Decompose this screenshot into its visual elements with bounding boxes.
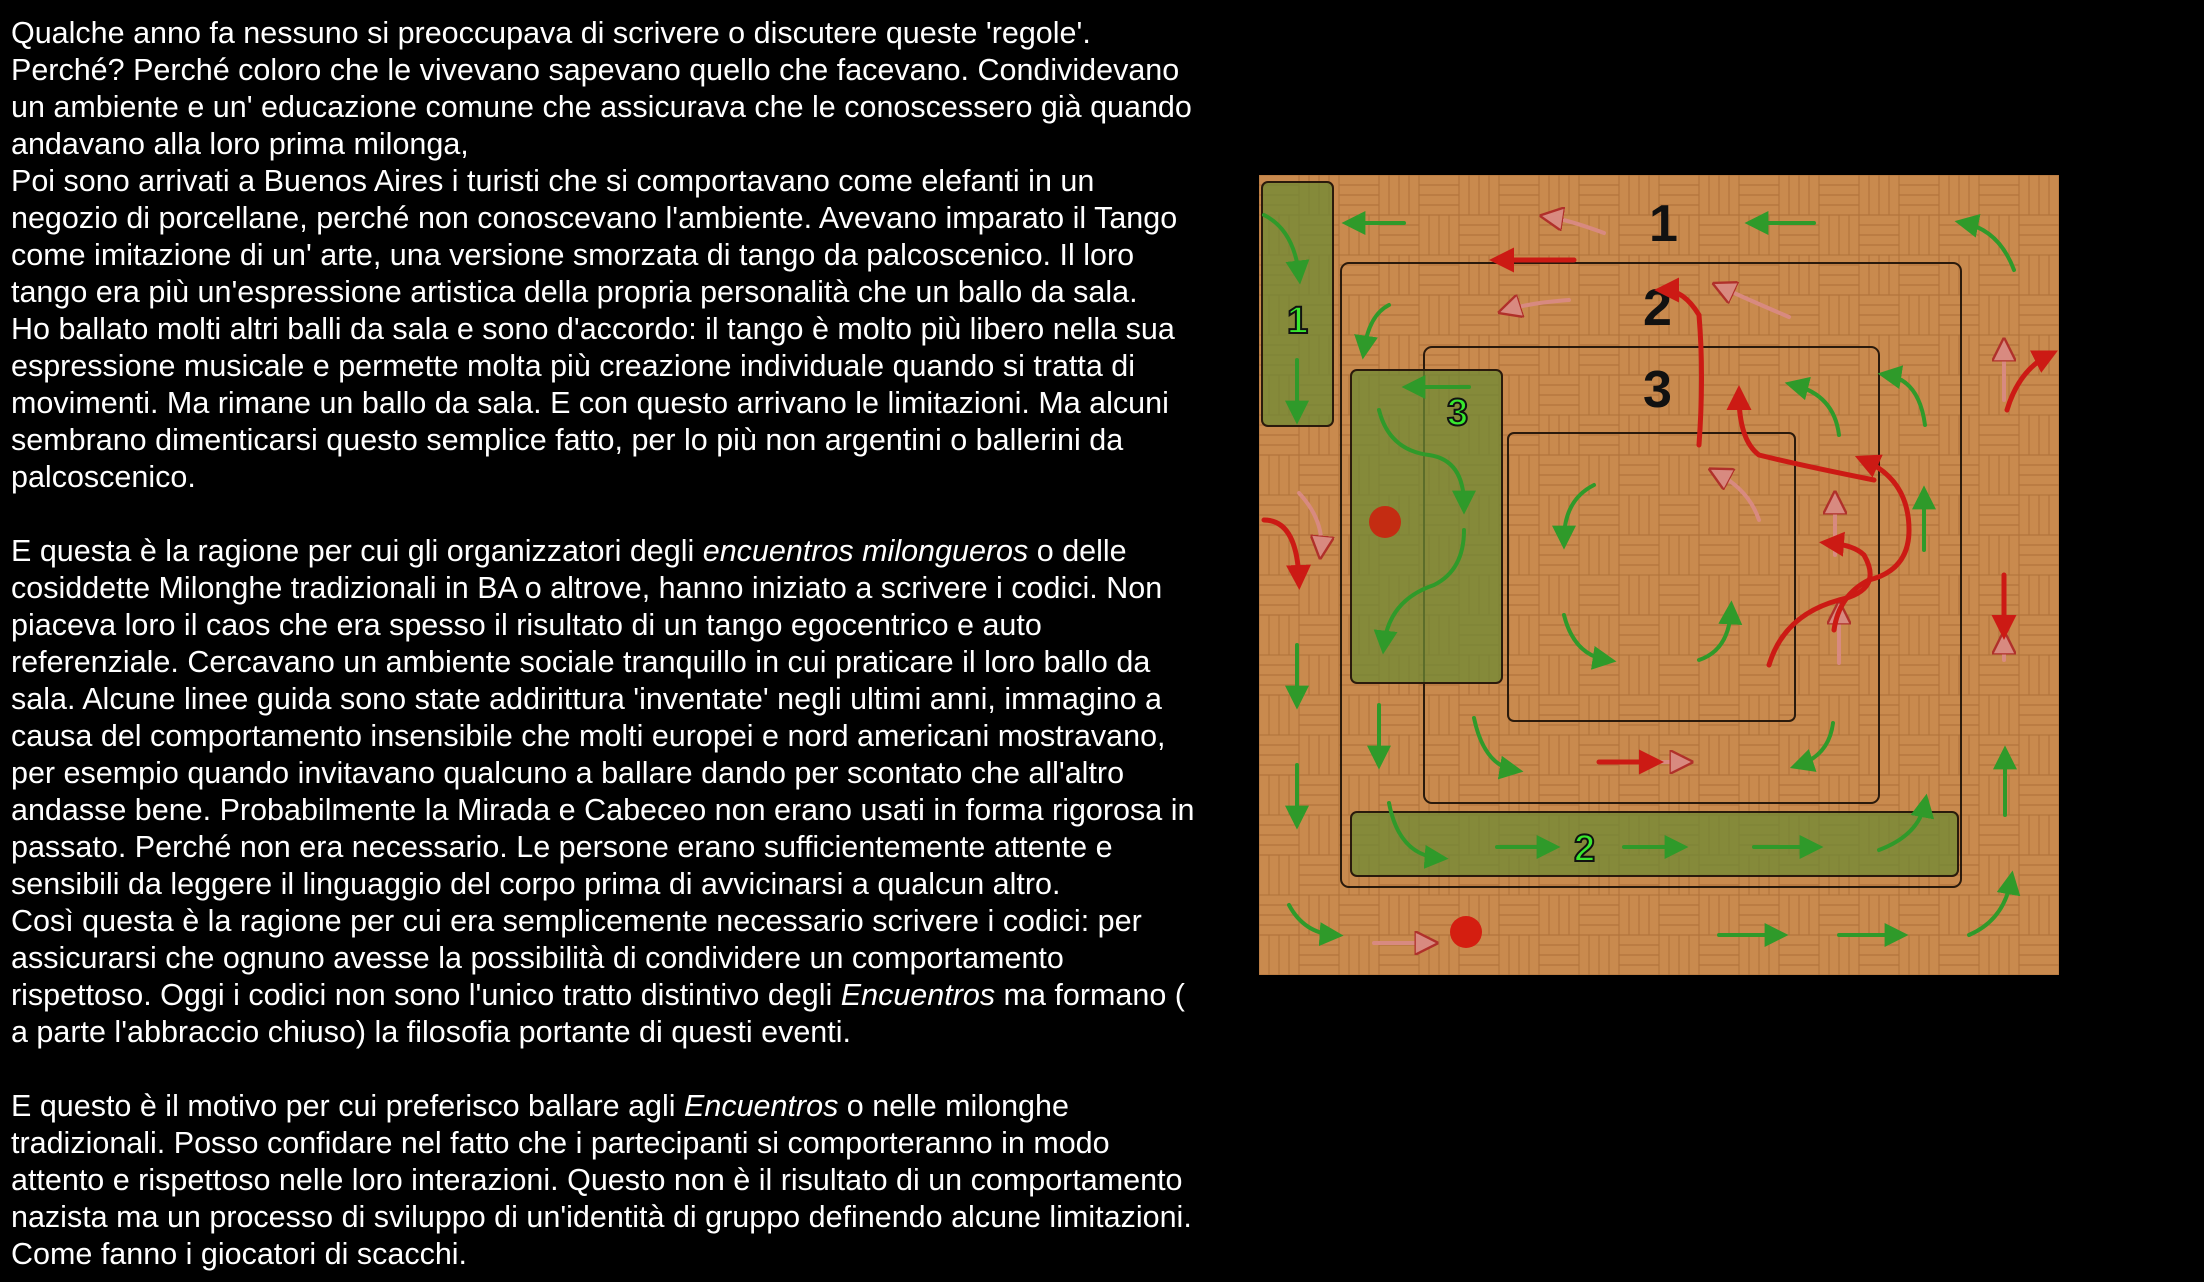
text-line: tango era più un'espressione artistica della propria personalità che un ballo da sala. <box>11 275 1138 309</box>
zone-label-3: 3 <box>1447 392 1469 434</box>
text-line: rispettoso. Oggi i codici non sono l'unico tratto distintivo degli <box>11 978 841 1012</box>
paragraph-3-lines <box>11 1126 1192 1271</box>
text-line: andavano alla loro prima milonga, <box>11 127 469 161</box>
lane-label-3: 3 <box>1643 361 1672 419</box>
text-line: cosiddette Milonghe tradizionali in BA o altrove, hanno iniziato a scrivere i codici. Non <box>11 571 1163 605</box>
lane-label-2: 2 <box>1643 279 1672 337</box>
text-line: andasse bene. Probabilmente la Mirada e Cabeceo non erano usati in forma rigorosa in <box>11 793 1195 827</box>
dance-floor-diagram <box>1259 175 2059 975</box>
paragraph-2 <box>11 533 1271 1051</box>
paragraph-1 <box>11 15 1271 496</box>
text-line: nazista ma un processo di sviluppo di un'identità di gruppo definendo alcune limitazioni. <box>11 1200 1192 1234</box>
text-line: Perché? Perché coloro che le vivevano sapevano quello che facevano. Condividevano <box>11 53 1180 87</box>
text-line: causa del comportamento insensibile che molti europei e nord americani mostravano, <box>11 719 1166 753</box>
text-line: Così questa è la ragione per cui era semplicemente necessario scrivere i codici: per <box>11 904 1142 938</box>
text-line: come imitazione di un' arte, una versione smorzata di tango da palcoscenico. Il loro <box>11 238 1135 272</box>
text-line: Poi sono arrivati a Buenos Aires i turisti che si comportavano come elefanti in un <box>11 164 1095 198</box>
zone-label-2: 2 <box>1574 828 1596 870</box>
text-line: sala. Alcune linee guida sono state addirittura 'inventate' negli ultimi anni, immagino a <box>11 682 1163 716</box>
text-line: piaceva loro il caos che era spesso il risultato di un tango egocentrico e auto <box>11 608 1042 642</box>
text-line: sensibili da leggere il linguaggio del corpo prima di avvicinarsi a qualcun altro. <box>11 867 1061 901</box>
text-line: passato. Perché non era necessario. Le persone erano sufficientemente attente e <box>11 830 1113 864</box>
article-text <box>11 15 1271 1273</box>
text-line: palcoscenico. <box>11 460 196 494</box>
text-line: assicurarsi che ognuno avesse la possibilità di condividere un comportamento <box>11 941 1064 975</box>
lane-label-1: 1 <box>1649 195 1678 253</box>
text-line: E questo è il motivo per cui preferisco ballare agli <box>11 1089 685 1123</box>
text-line: movimenti. Ma rimane un ballo da sala. E con questo arrivano le limitazioni. Ma alcuni <box>11 386 1169 420</box>
zone-2 <box>1351 812 1958 876</box>
text-line: o delle <box>1028 534 1127 568</box>
text-line: ma formano ( <box>995 978 1185 1012</box>
text-line: tradizionali. Posso confidare nel fatto che i partecipanti si comporteranno in modo <box>11 1126 1110 1160</box>
text-line: un ambiente e un' educazione comune che assicurava che le conoscessero già quando <box>11 90 1192 124</box>
text-line: E questa è la ragione per cui gli organizzatori degli <box>11 534 703 568</box>
text-line: o nelle milonghe <box>838 1089 1069 1123</box>
emphasis-encuentros: Encuentros <box>684 1089 839 1123</box>
text-line: sembrano dimenticarsi questo semplice fatto, per lo più non argentini o ballerini da <box>11 423 1124 457</box>
couple-marker <box>1369 506 1401 538</box>
emphasis-encuentros: Encuentros <box>840 978 996 1012</box>
text-line: negozio di porcellane, perché non conoscevano l'ambiente. Avevano imparato il Tango <box>11 201 1178 235</box>
text-line: Ho ballato molti altri balli da sala e sono d'accordo: il tango è molto più libero nella sua <box>11 312 1175 346</box>
zone-label-1: 1 <box>1287 300 1309 342</box>
couple-marker <box>1450 916 1482 948</box>
text-line: Qualche anno fa nessuno si preoccupava di scrivere o discutere queste 'regole'. <box>11 16 1091 50</box>
text-line: Come fanno i giocatori di scacchi. <box>11 1237 468 1271</box>
text-line: per esempio quando invitavano qualcuno a ballare dando per scontato che all'altro <box>11 756 1125 790</box>
text-line: referenziale. Cercavano un ambiente sociale tranquillo in cui praticare il loro ballo da <box>11 645 1151 679</box>
text-line: espressione musicale e permette molta più creazione individuale quando si tratta di <box>11 349 1136 383</box>
text-line: a parte l'abbraccio chiuso) la filosofia portante di questi eventi. <box>11 1015 851 1049</box>
text-line: attento e rispettoso nelle loro interazioni. Questo non è il risultato di un comportamento <box>11 1163 1183 1197</box>
paragraph-3 <box>11 1088 1271 1273</box>
paragraph-2-lines <box>11 571 1194 975</box>
emphasis-encuentros-milongueros: encuentros milongueros <box>702 534 1029 568</box>
